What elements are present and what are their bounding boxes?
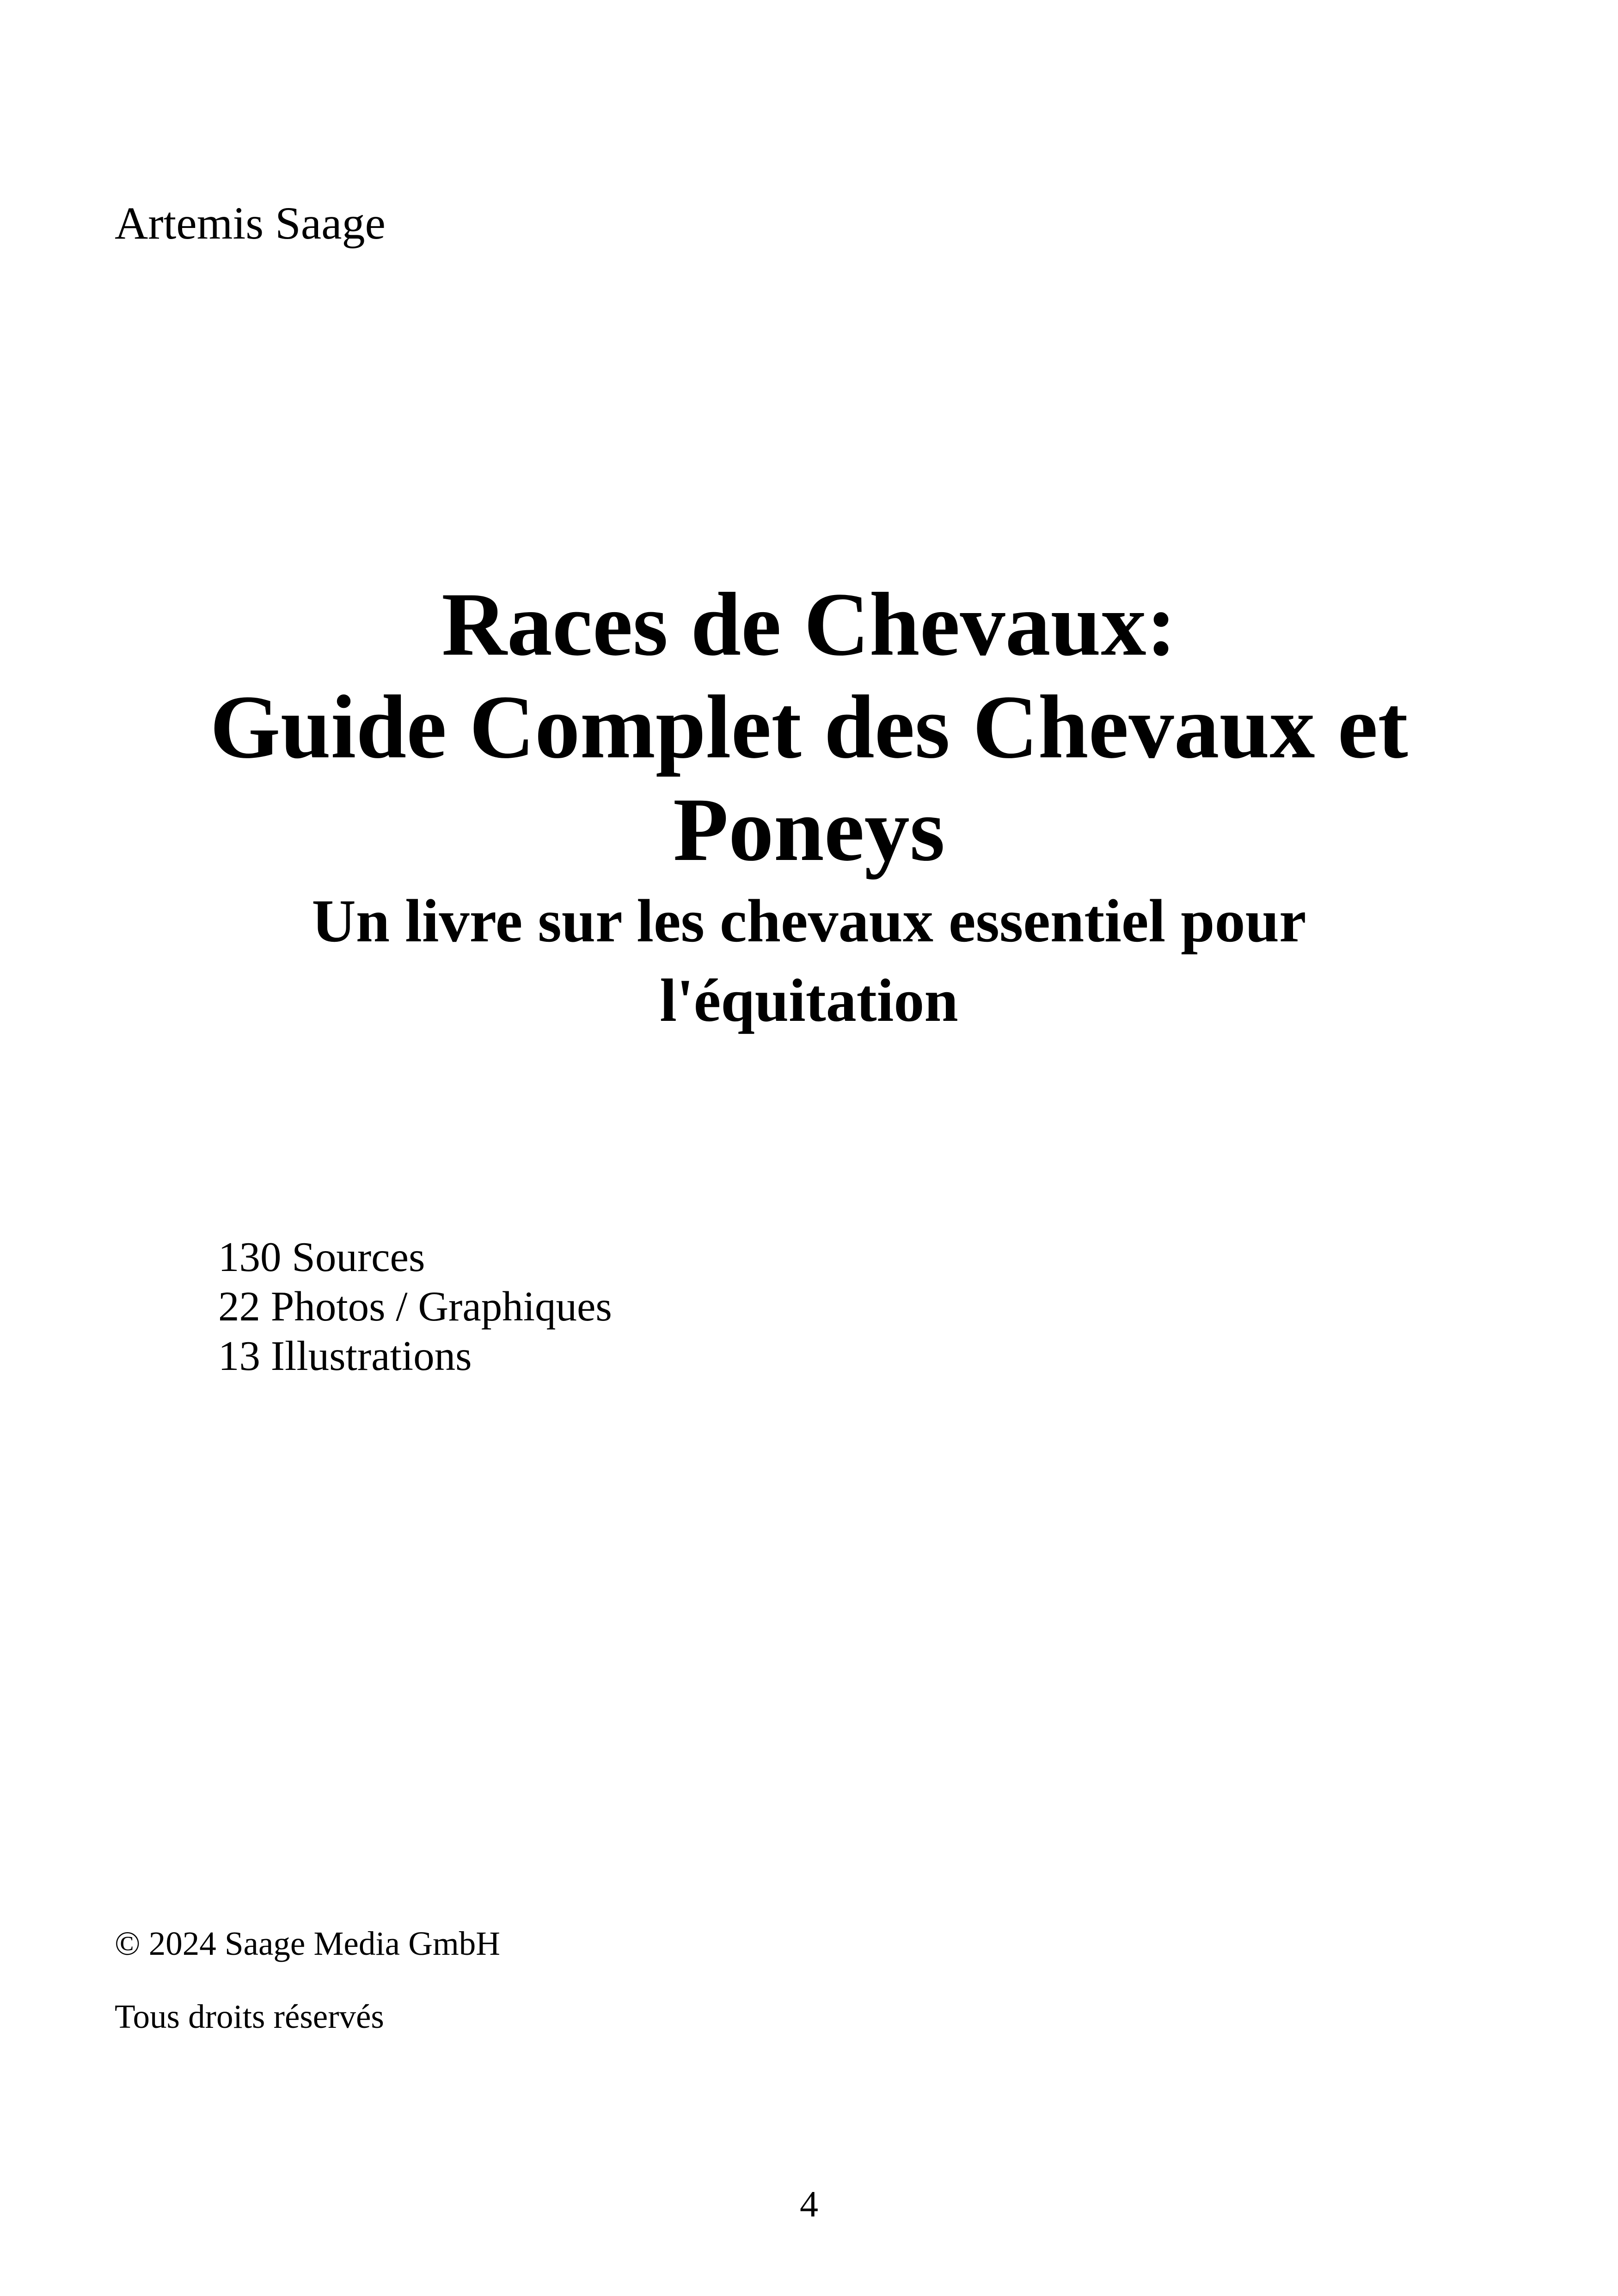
photos-count: 22 Photos / Graphiques bbox=[218, 1283, 612, 1330]
book-title-line: Guide Complet des Chevaux et bbox=[210, 677, 1408, 777]
book-title-line: Races de Chevaux: bbox=[441, 574, 1177, 675]
book-stats bbox=[218, 1232, 612, 1381]
illustrations-count: 13 Illustrations bbox=[218, 1332, 472, 1379]
rights-notice: Tous droits réservés bbox=[115, 1998, 384, 2035]
book-subtitle-line: l'équitation bbox=[660, 966, 958, 1034]
book-title-line: Poneys bbox=[673, 780, 945, 880]
page-number: 4 bbox=[800, 2184, 818, 2225]
copyright-notice: © 2024 Saage Media GmbH bbox=[115, 1925, 500, 1962]
author-name: Artemis Saage bbox=[115, 197, 386, 249]
sources-count: 130 Sources bbox=[218, 1234, 425, 1280]
book-subtitle-line: Un livre sur les chevaux essentiel pour bbox=[312, 887, 1306, 955]
title-block bbox=[116, 573, 1502, 1040]
